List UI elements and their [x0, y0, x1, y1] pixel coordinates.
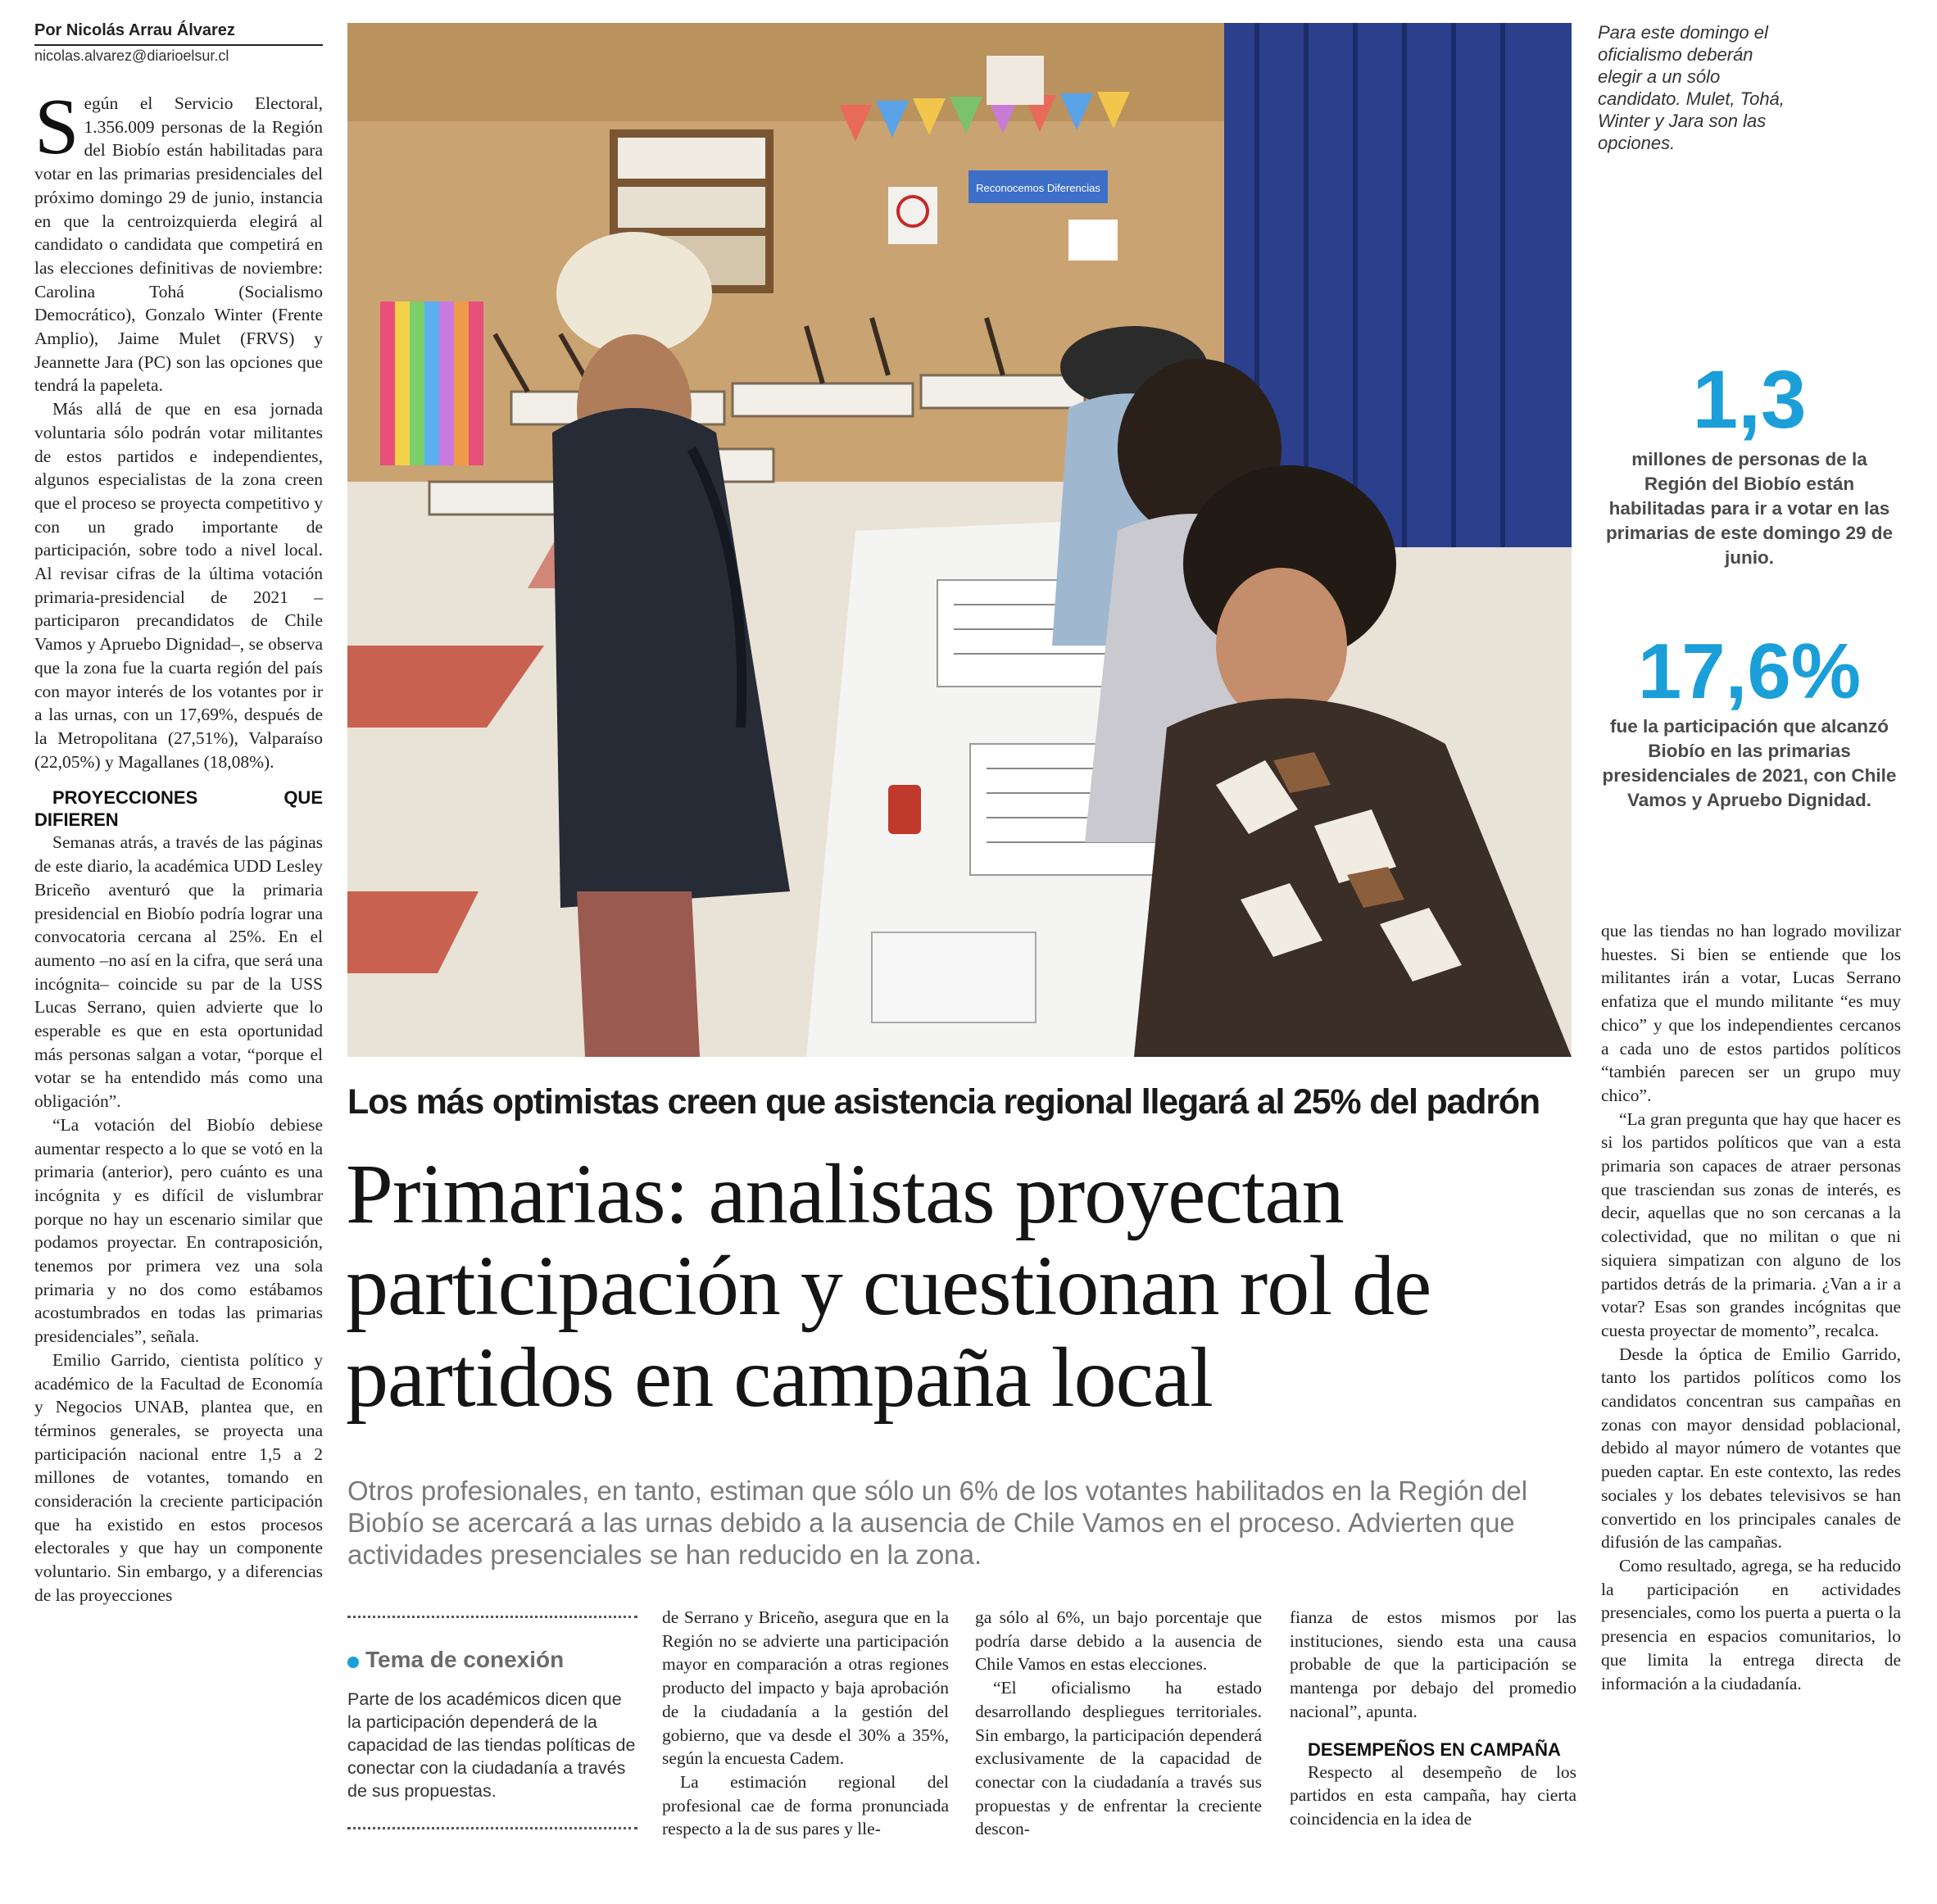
- box-divider-bottom: [347, 1827, 637, 1829]
- paragraph: Como resultado, agrega, se ha reducido la participación en actividades presenciales, como los puerta a puerta o la presencia en espacios comunitarios, lo que limita la entrega directa de información a la ciudadanía.: [1601, 1555, 1901, 1693]
- article-photo: [347, 23, 1572, 1057]
- paragraph: “El oficialismo ha estado desarrollando despliegues territoriales. Sin embargo, la participación dependerá exclusivamente de la capacidad de conectar con la ciudadanía a través sus propuestas y de enfrentar la creciente descon-: [975, 1678, 1262, 1839]
- kicker-headline: Los más optimistas creen que asistencia regional llegará al 25% del padrón: [347, 1082, 1540, 1122]
- stat-number: 17,6%: [1637, 628, 1862, 715]
- photo-caption: Para este domingo el oficialismo deberán elegir a un sólo candidato. Mulet, Tohá, Winter y Jara son las opciones.: [1598, 22, 1785, 153]
- paragraph: Desde la óptica de Emilio Garrido, tanto los partidos políticos como los candidatos concentran sus campañas en zonas con mayor densidad poblacional, debido al mayor número de votantes que pueden captar. En este contexto, las redes sociales y los debates televisivos se han convertido en los principales canales de difusión de las campañas.: [1601, 1344, 1901, 1553]
- paragraph: [34, 83, 323, 397]
- paragraph: que las tiendas no han logrado movilizar huestes. Si bien se entiende que los militantes irán a votar, Lucas Serrano enfatiza que el mundo militante “es muy chico” y que los independientes cercanos a cada uno de estos partidos políticos “también parecen ser un grupo muy chico”.: [1601, 921, 1901, 1105]
- paragraph: de Serrano y Briceño, asegura que en la Región no se advierte una participación mayor en comparación a otras regiones producto del impacto y baja aprobación de la ciudadanía a la gestión del gobierno, que va desde el 30% a 35%, según la encuesta Cadem.: [662, 1607, 949, 1769]
- stat-description: fue la participación que alcanzó Biobío en las primarias presidenciales de 2021, con Chile Vamos y Apruebo Dignidad.: [1602, 716, 1897, 810]
- paragraph: Respecto al desempeño de los partidos en esta campaña, hay cierta coincidencia en la idea de: [1290, 1761, 1576, 1829]
- byline-email: nicolas.alvarez@diarioelsur.cl: [34, 48, 229, 64]
- bullet-dot-icon: [347, 1657, 359, 1668]
- section-subhead: PROYECCIONES QUE DIFIEREN: [34, 787, 323, 831]
- box-divider-top: [347, 1616, 637, 1618]
- paragraph: “La gran pregunta que hay que hacer es si los partidos políticos que van a esta primaria son capaces de atraer personas que trasciendan sus zonas de interés, es decir, aquellas que no son cercanas a la colectividad, que no militan o que ni siquiera simpatizan con alguno de los partidos detrás de la primaria. ¿Van a ir a votar? Esas son grandes incógnitas que cuesta proyectar de momento”, recalca.: [1601, 1108, 1901, 1340]
- poster-text: Reconocemos Diferencias: [976, 182, 1100, 194]
- paragraph: “La votación del Biobío debiese aumentar respecto a lo que se votó en la primaria (anterior), pero cuánto es una incógnita y es difícil de vislumbrar porque no hay un escenario similar que podamos proyectar. En contraposición, tenemos por primera vez una sola primaria y no dos como estábamos acostumbrados en todas las primarias presidenciales”, señala.: [34, 1114, 323, 1347]
- stat-number: 1,3: [1692, 354, 1807, 446]
- box-text: Parte de los académicos dicen que la participación dependerá de la capacidad de las tiendas políticas de conectar con la ciudadanía a través de sus propuestas.: [347, 1689, 636, 1801]
- article-column-5: [1601, 919, 1901, 1695]
- paragraph: Más allá de que en esa jornada voluntaria sólo podrán votar militantes de estos partidos e independientes, algunos especialistas de la zona creen que el proceso se proyecta competitivo y con un grado importante de participación, sobre todo a nivel local. Al revisar cifras de la última votación primaria-presidencial de 2021 –participaron precandidatos de Chile Vamos y Apruebo Dignidad–, se observa que la zona fue la cuarta región del país con mayor interés de los votantes por ir a las urnas, con un 17,69%, después de la Metropolitana (27,51%), Valparaíso (22,05%) y Magallanes (18,08%).: [34, 399, 323, 772]
- voting-scene-illustration: [347, 23, 1572, 1057]
- byline-author: Por Nicolás Arrau Álvarez: [34, 21, 235, 39]
- article-column-4: [1290, 1606, 1576, 1831]
- deck-subheadline: Otros profesionales, en tanto, estiman que sólo un 6% de los votantes habilitados en la Región del Biobío se acercará a las urnas debido a la ausencia de Chile Vamos en el proceso. Advierten que actividades presenciales se han reducido en la zona.: [347, 1476, 1528, 1570]
- paragraph: fianza de estos mismos por las instituciones, siendo esta una causa probable de que la participación se mantenga por debajo del promedio nacional”, apunta.: [1290, 1607, 1576, 1721]
- paragraph: Semanas atrás, a través de las páginas de este diario, la académica UDD Lesley Briceño aventuró que la primaria presidencial en Biobío podría lograr una convocatoria cercana al 25%. En el aumento –no así en la cifra, que será una incógnita– coincide su par de la USS Lucas Serrano, quien advierte que lo esperable es que en esta oportunidad más personas salgan a votar, “porque el votar se ha entendido más como una obligación”.: [34, 832, 323, 1112]
- paragraph: La estimación regional del profesional cae de forma pronunciada respecto a la de sus pares y lle-: [662, 1771, 949, 1839]
- article-column-3: [975, 1606, 1262, 1841]
- drop-cap: S: [34, 83, 79, 171]
- byline-rule: [34, 44, 323, 46]
- article-column-2: [662, 1606, 949, 1841]
- box-title: Tema de conexión: [365, 1647, 565, 1672]
- paragraph: ga sólo al 6%, un bajo porcentaje que podría darse debido a la ausencia de Chile Vamos en estas elecciones.: [975, 1607, 1262, 1675]
- stat-description: millones de personas de la Región del Biobío están habilitadas para ir a votar en las primarias de este domingo 29 de junio.: [1605, 449, 1894, 568]
- section-subhead: DESEMPEÑOS EN CAMPAÑA: [1308, 1739, 1561, 1760]
- paragraph: Emilio Garrido, cientista político y académico de la Facultad de Economía y Negocios UNAB, plantea que, en términos generales, se proyecta una participación nacional entre 1,5 a 2 millones de votantes, tomando en consideración la creciente participación que ha existido en estos procesos electorales y que hay un componente voluntario. Sin embargo, y a diferencias de las proyecciones: [34, 1349, 323, 1605]
- article-column-1: [34, 83, 323, 1607]
- paragraph-text: egún el Servicio Electoral, 1.356.009 personas de la Región del Biobío están habilitadas para votar en las primarias presidenciales del próximo domingo 29 de junio, instancia en que la centroizquierda elegirá al candidato o candidata que competirá en las elecciones definitivas de noviembre: Carolina Tohá (Socialismo Democrático), Gonzalo Winter (Frente Amplio), Jaime Mulet (FRVS) y Jeannette Jara (PC) son las opciones que tendrá la papeleta.: [34, 93, 323, 396]
- main-headline: Primarias: analistas proyectan participación y cuestionan rol de partidos en campaña local: [346, 1147, 1431, 1425]
